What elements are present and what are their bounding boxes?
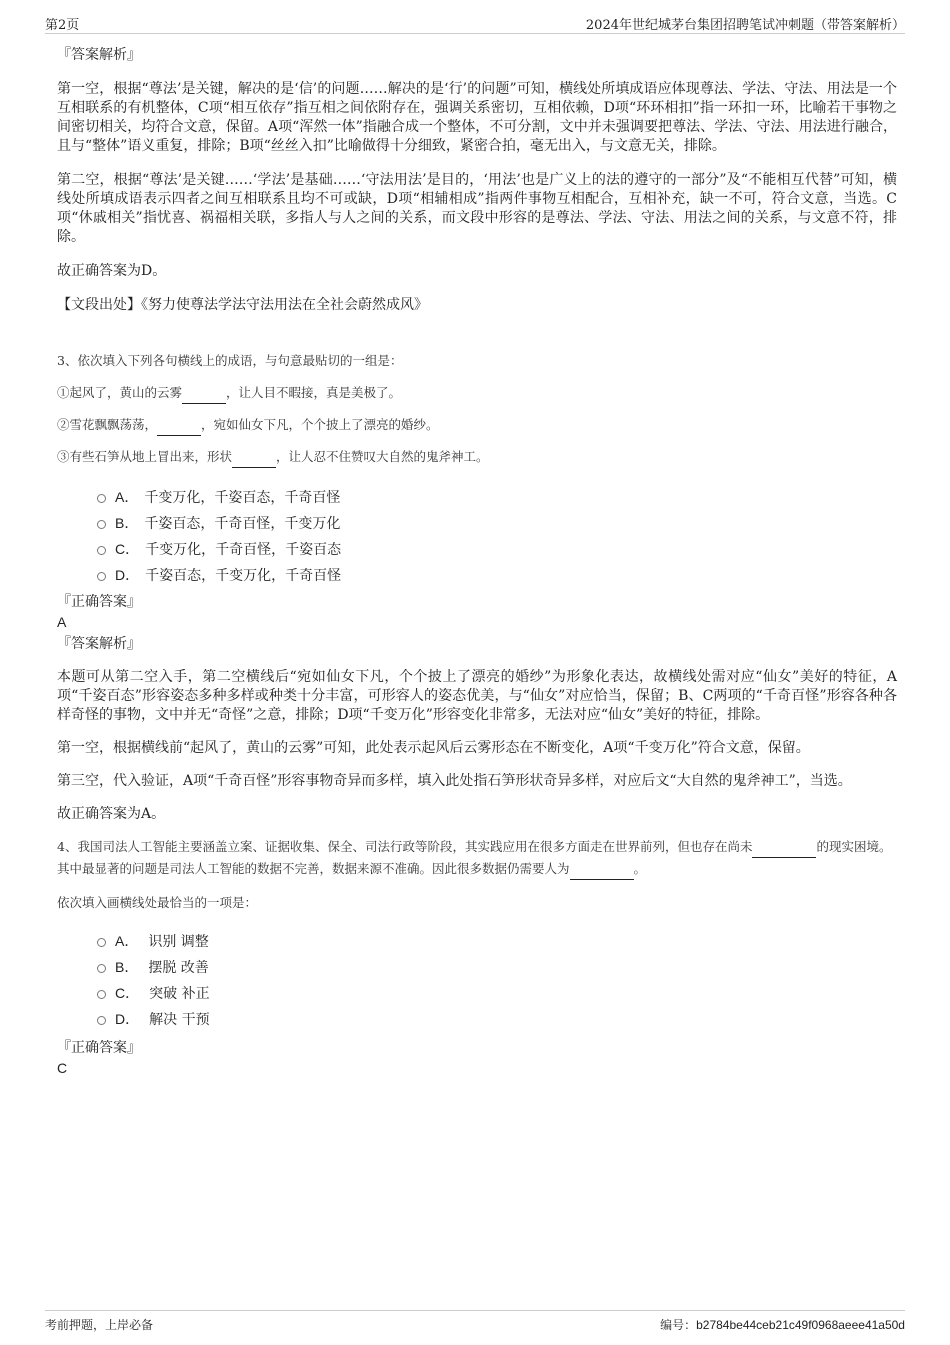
blank-line: [232, 453, 276, 468]
footer-slogan: 考前押题，上岸必备: [45, 1318, 154, 1332]
correct-answer-label: 『正确答案』: [57, 594, 141, 610]
header-divider: [45, 33, 905, 34]
main-content: [57, 45, 897, 1078]
radio-icon[interactable]: [97, 546, 106, 555]
analysis-paragraph: 第一空，根据横线前“起风了，黄山的云雾”可知，此处表示起风后云雾形态在不断变化，A项“千变万化”符合文意，保留。: [57, 740, 810, 756]
option-d[interactable]: D． 千姿百态，千变万化，千奇百怪: [97, 562, 897, 588]
document-id: 编号：b2784be44ceb21c49f0968aeee41a50d: [660, 1318, 905, 1332]
radio-icon[interactable]: [97, 494, 106, 503]
correct-answer: A: [57, 614, 67, 630]
analysis-paragraph: 第三空，代入验证，A项“千奇百怪”形容事物奇异而多样，填入此处指石笋形状奇异多样，对应后文“大自然的鬼斧神工”，当选。: [57, 773, 852, 789]
document-title: 2024年世纪城茅台集团招聘笔试冲刺题（带答案解析）: [585, 18, 905, 33]
option-b[interactable]: B． 千姿百态，千奇百怪，千变万化: [97, 510, 897, 536]
option-b[interactable]: B． 摆脱 改善: [97, 954, 897, 980]
analysis-label: 『答案解析』: [57, 47, 141, 63]
radio-icon[interactable]: [97, 990, 106, 999]
question-4-stem: 4、我国司法人工智能主要涵盖立案、证据收集、保全、司法行政等阶段，其实践应用在很多方面走在世界前列，但也存在尚未 的现实困境。其中最显著的问题是司法人工智能的数据不完善，数据来源不准确。因此很多数据仍需要人为 。: [57, 836, 897, 880]
radio-icon[interactable]: [97, 520, 106, 529]
analysis-label: 『答案解析』: [57, 636, 141, 652]
question-4-options: [97, 928, 897, 1032]
correct-answer-label: 『正确答案』: [57, 1040, 141, 1056]
page-number: 第2页: [45, 18, 80, 33]
question-3-options: [97, 484, 897, 588]
analysis-paragraph: 第二空，根据“尊法’是关键……‘学法’是基础……‘守法用法’是目的，‘用法’也是广义上的法的遵守的一部分”及“不能相互代替”可知，横线处所填成语表示四者之间互相联系且均不可或缺，D项“相辅相成”指两件事物互相配合，互相补充，缺一不可，符合文意，当选。C项“休戚相关”指忧喜、祸福相关联，多指人与人之间的关系，而文段中形容的是尊法、学法、守法、用法之间的关系，与文意不符，排除。: [57, 172, 897, 245]
radio-icon[interactable]: [97, 964, 106, 973]
blank-line: [157, 421, 201, 436]
option-d[interactable]: D． 解决 干预: [97, 1006, 897, 1032]
radio-icon[interactable]: [97, 572, 106, 581]
analysis-paragraph: 本题可从第二空入手，第二空横线后“宛如仙女下凡，个个披上了漂亮的婚纱”为形象化表达，故横线处需对应“仙女”美好的特征，A项“千姿百态”形容姿态多种多样或种类十分丰富，可形容人的姿态优美，与“仙女”对应恰当，保留；B、C两项的“千奇百怪”形容各种各样奇怪的事物，文中并无“奇怪”之意，排除；D项“千变万化”形容变化非常多，无法对应“仙女”美好的特征，排除。: [57, 669, 897, 723]
option-c[interactable]: C． 突破 补正: [97, 980, 897, 1006]
blank-line: [752, 843, 816, 858]
footer-divider: [45, 1310, 905, 1311]
question-3-sentence-1: ①起风了，黄山的云雾 ，让人目不暇接，真是美极了。: [57, 382, 897, 404]
option-c[interactable]: C． 千变万化，千奇百怪，千姿百态: [97, 536, 897, 562]
question-4-instruction: 依次填入画横线处最恰当的一项是：: [57, 895, 258, 910]
option-a[interactable]: A． 识别 调整: [97, 928, 897, 954]
source-citation: 【文段出处】《努力使尊法学法守法用法在全社会蔚然成风》: [57, 297, 428, 313]
correct-answer: C: [57, 1060, 68, 1076]
option-a[interactable]: A． 千变万化，千姿百态，千奇百怪: [97, 484, 897, 510]
question-3-stem: 3、依次填入下列各句横线上的成语，与句意最贴切的一组是：: [57, 353, 403, 368]
blank-line: [182, 389, 226, 404]
analysis-conclusion: 故正确答案为D。: [57, 263, 167, 279]
question-3-sentence-3: ③有些石笋从地上冒出来，形状 ，让人忍不住赞叹大自然的鬼斧神工。: [57, 446, 897, 468]
analysis-paragraph: 第一空，根据“尊法’是关键，解决的是‘信’的问题……解决的是‘行’的问题”可知，横线处所填成语应体现尊法、学法、守法、用法是一个互相联系的有机整体，C项“相互依存”指互相之间依附存在，强调关系密切，互相依赖，D项“环环相扣”指一环扣一环，比喻若干事物之间密切相关，均符合文意，保留。A项“浑然一体”指融合成一个整体，不可分割，文中并未强调要把尊法、学法、守法、用法进行融合，且与“整体”语义重复，排除；B项“丝丝入扣”比喻做得十分细致，紧密合拍，毫无出入，与文意无关，排除。: [57, 81, 897, 154]
radio-icon[interactable]: [97, 938, 106, 947]
question-3-sentence-2: ②雪花飘飘荡荡， ，宛如仙女下凡，个个披上了漂亮的婚纱。: [57, 414, 897, 436]
radio-icon[interactable]: [97, 1016, 106, 1025]
analysis-conclusion: 故正确答案为A。: [57, 806, 166, 822]
blank-line: [570, 865, 634, 880]
